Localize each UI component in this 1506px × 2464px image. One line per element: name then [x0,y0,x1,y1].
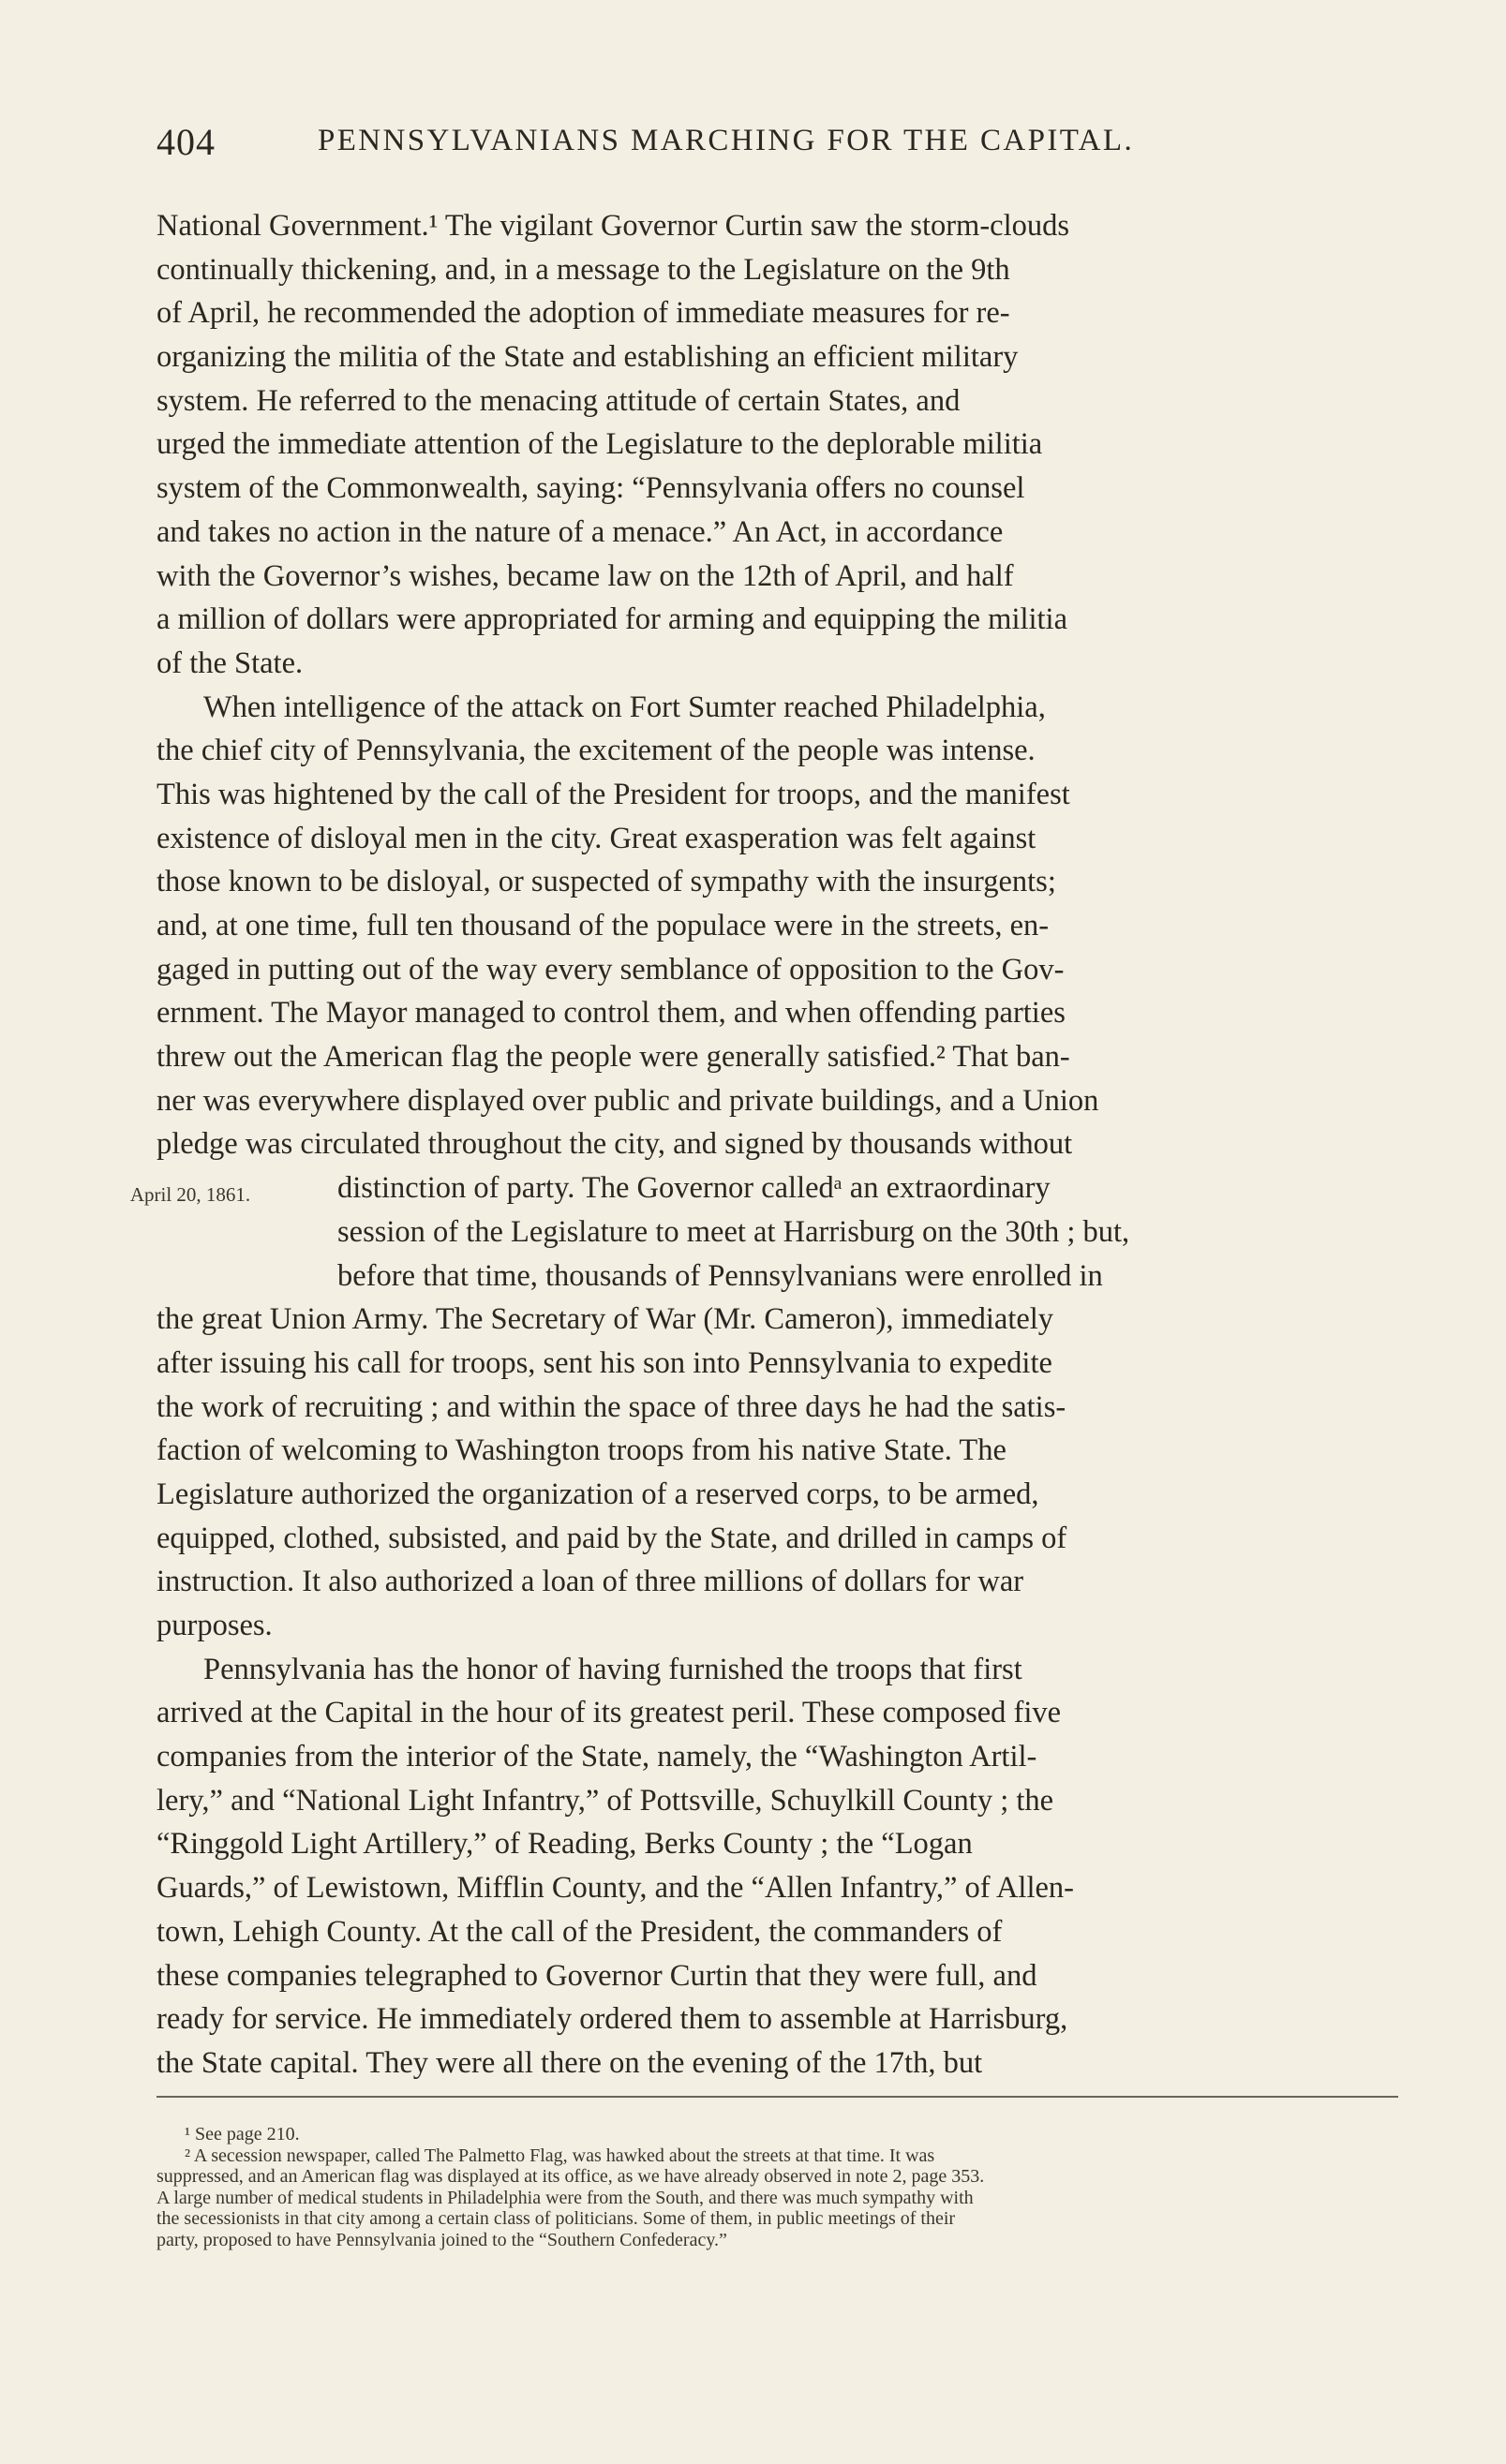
text-line: continually thickening, and, in a message to the Legislature on the 9th [157,252,1010,287]
text-line: gaged in putting out of the way every semblance of opposition to the Gov- [157,952,1065,987]
text-line: and takes no action in the nature of a menace.” An Act, in accordance [157,514,1004,549]
text-line: with the Governor’s wishes, became law on the 12th of April, and half [157,558,1014,593]
text-line: after issuing his call for troops, sent his son into Pennsylvania to expedite [157,1345,1052,1380]
text-line: the work of recruiting ; and within the space of three days he had the satis- [157,1389,1066,1424]
footnote-line: the secessionists in that city among a certain class of politicians. Some of them, in public meetings of their [157,2208,956,2229]
text-line: ready for service. He immediately ordered them to assemble at Harrisburg, [157,2002,1068,2037]
text-line: before that time, thousands of Pennsylvanians were enrolled in [337,1258,1103,1293]
text-line: lery,” and “National Light Infantry,” of Pottsville, Schuylkill County ; the [157,1783,1054,1818]
text-line: ner was everywhere displayed over public and private buildings, and a Union [157,1083,1099,1118]
footnote-line: ¹ See page 210. [185,2124,300,2145]
text-line: Guards,” of Lewistown, Mifflin County, and the “Allen Infantry,” of Allen- [157,1871,1074,1906]
text-line: National Government.¹ The vigilant Governor Curtin saw the storm-clouds [157,209,1070,243]
text-line: and, at one time, full ten thousand of the populace were in the streets, en- [157,909,1050,943]
text-line: of April, he recommended the adoption of immediate measures for re- [157,296,1010,331]
text-line: companies from the interior of the State, namely, the “Washington Artil- [157,1740,1037,1774]
text-line: When intelligence of the attack on Fort Sumter reached Philadelphia, [203,690,1046,724]
text-line: urged the immediate attention of the Legislature to the deplorable militia [157,427,1043,462]
text-line: “Ringgold Light Artillery,” of Reading, Berks County ; the “Logan [157,1827,973,1862]
page-number: 404 [157,121,216,163]
text-line: distinction of party. The Governor calledᵃ an extraordinary [337,1171,1051,1206]
text-line: the State capital. They were all there on the evening of the 17th, but [157,2045,983,2080]
footnote-line: A large number of medical students in Philadelphia were from the South, and there was much sympathy with [157,2187,974,2208]
text-line: the great Union Army. The Secretary of War (Mr. Cameron), immediately [157,1302,1054,1337]
text-line: instruction. It also authorized a loan of three millions of dollars for war [157,1565,1024,1599]
text-line: purposes. [157,1609,273,1642]
text-line: pledge was circulated throughout the city, and signed by thousands without [157,1127,1073,1162]
footnote-line: ² A secession newspaper, called The Palmetto Flag, was hawked about the streets at that time. It was [185,2145,935,2166]
page-header [157,120,1248,172]
text-line: Pennsylvania has the honor of having furnished the troops that first [203,1652,1022,1686]
text-line: system of the Commonwealth, saying: “Pennsylvania offers no counsel [157,471,1025,506]
margin-date-note: April 20, 1861. [129,1183,251,1206]
footnotes [157,2124,1403,2250]
text-line: town, Lehigh County. At the call of the President, the commanders of [157,1914,1003,1949]
running-head: PENNSYLVANIANS MARCHING FOR THE CAPITAL. [318,124,1135,157]
text-line: equipped, clothed, subsisted, and paid by the State, and drilled in camps of [157,1521,1067,1555]
text-line: Legislature authorized the organization of a reserved corps, to be armed, [157,1477,1039,1511]
text-line: of the State. [157,646,304,680]
text-line: organizing the militia of the State and establishing an efficient military [157,340,1019,375]
body-text [157,204,1403,2085]
text-line: faction of welcoming to Washington troops from his native State. The [157,1433,1006,1468]
footnote-divider [157,2096,1398,2098]
footnote-line: suppressed, and an American flag was displayed at its office, as we have already observed in note 2, page 353. [157,2166,985,2187]
text-line: session of the Legislature to meet at Harrisburg on the 30th ; but, [337,1214,1130,1249]
text-line: those known to be disloyal, or suspected of sympathy with the insurgents; [157,865,1056,899]
footnote-line: party, proposed to have Pennsylvania joined to the “Southern Confederacy.” [157,2229,727,2250]
text-line: the chief city of Pennsylvania, the excitement of the people was intense. [157,734,1036,768]
text-line: arrived at the Capital in the hour of its greatest peril. These composed five [157,1696,1062,1730]
text-line: This was hightened by the call of the President for troops, and the manifest [157,777,1070,811]
text-line: ernment. The Mayor managed to control them, and when offending parties [157,996,1066,1031]
text-line: these companies telegraphed to Governor Curtin that they were full, and [157,1958,1037,1993]
text-line: a million of dollars were appropriated for arming and equipping the militia [157,602,1068,637]
text-line: existence of disloyal men in the city. Great exasperation was felt against [157,821,1036,855]
text-line: system. He referred to the menacing attitude of certain States, and [157,383,961,418]
text-line: threw out the American flag the people were generally satisfied.² That ban- [157,1040,1070,1075]
